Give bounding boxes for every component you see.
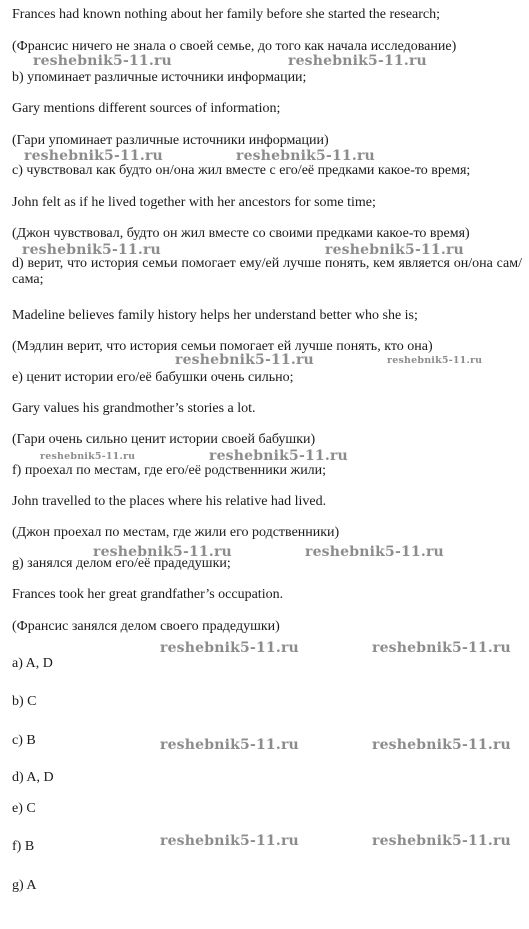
- answer-item: a) A, D: [12, 656, 53, 671]
- text-line: e) ценит истории его/её бабушки очень сильно;: [12, 370, 294, 385]
- text-line: Frances took her great grandfather’s occupation.: [12, 587, 284, 602]
- answer-item: g) A: [12, 878, 37, 893]
- watermark: reshebnik5-11.ru: [387, 355, 483, 366]
- watermark: reshebnik5-11.ru: [24, 148, 163, 164]
- watermark: reshebnik5-11.ru: [40, 451, 136, 462]
- watermark: reshebnik5-11.ru: [288, 53, 427, 69]
- watermark: reshebnik5-11.ru: [160, 833, 299, 849]
- watermark: reshebnik5-11.ru: [22, 242, 161, 258]
- watermark: reshebnik5-11.ru: [372, 640, 511, 656]
- text-line: g) занялся делом его/её прадедушки;: [12, 556, 231, 571]
- watermark: reshebnik5-11.ru: [305, 544, 444, 560]
- text-line: John travelled to the places where his relative had lived.: [12, 494, 327, 509]
- watermark: reshebnik5-11.ru: [93, 544, 232, 560]
- text-line: (Джон проехал по местам, где жили его родственники): [12, 525, 340, 540]
- answer-item: c) B: [12, 733, 36, 748]
- text-line: (Джон чувствовал, будто он жил вместе со своими предками какое-то время): [12, 226, 470, 241]
- text-line: c) чувствовал как будто он/она жил вместе с его/её предками какое-то время;: [12, 163, 471, 178]
- watermark: reshebnik5-11.ru: [325, 242, 464, 258]
- answer-item: e) C: [12, 801, 36, 816]
- text-line: Gary values his grandmother’s stories a lot.: [12, 401, 256, 416]
- watermark: reshebnik5-11.ru: [160, 737, 299, 753]
- answer-item: b) C: [12, 694, 37, 709]
- text-line: (Франсис ничего не знала о своей семье, до того как начала исследование): [12, 39, 457, 54]
- text-line: (Мэдлин верит, что история семьи помогает ей лучше понять, кто она): [12, 339, 433, 354]
- text-line: (Гари очень сильно ценит истории своей бабушки): [12, 432, 316, 447]
- watermark: reshebnik5-11.ru: [160, 640, 299, 656]
- text-line: Frances had known nothing about her family before she started the research;: [12, 7, 441, 22]
- answer-item: f) B: [12, 839, 35, 854]
- text-line: f) проехал по местам, где его/её родственники жили;: [12, 463, 327, 478]
- watermark: reshebnik5-11.ru: [209, 448, 348, 464]
- watermark: reshebnik5-11.ru: [33, 53, 172, 69]
- text-line: b) упоминает различные источники информации;: [12, 70, 307, 85]
- text-line: (Франсис занялся делом своего прадедушки): [12, 619, 280, 634]
- text-line: (Гари упоминает различные источники информации): [12, 133, 329, 148]
- text-line: Gary mentions different sources of information;: [12, 101, 281, 116]
- text-line: Madeline believes family history helps her understand better who she is;: [12, 308, 418, 323]
- watermark: reshebnik5-11.ru: [236, 148, 375, 164]
- text-line: John felt as if he lived together with her ancestors for some time;: [12, 195, 376, 210]
- watermark: reshebnik5-11.ru: [372, 737, 511, 753]
- watermark: reshebnik5-11.ru: [372, 833, 511, 849]
- answer-item: d) A, D: [12, 770, 54, 785]
- text-paragraph: d) верит, что история семьи помогает ему/ей лучше понять, кем является он/она сам/сама;: [12, 256, 522, 287]
- watermark: reshebnik5-11.ru: [175, 352, 314, 368]
